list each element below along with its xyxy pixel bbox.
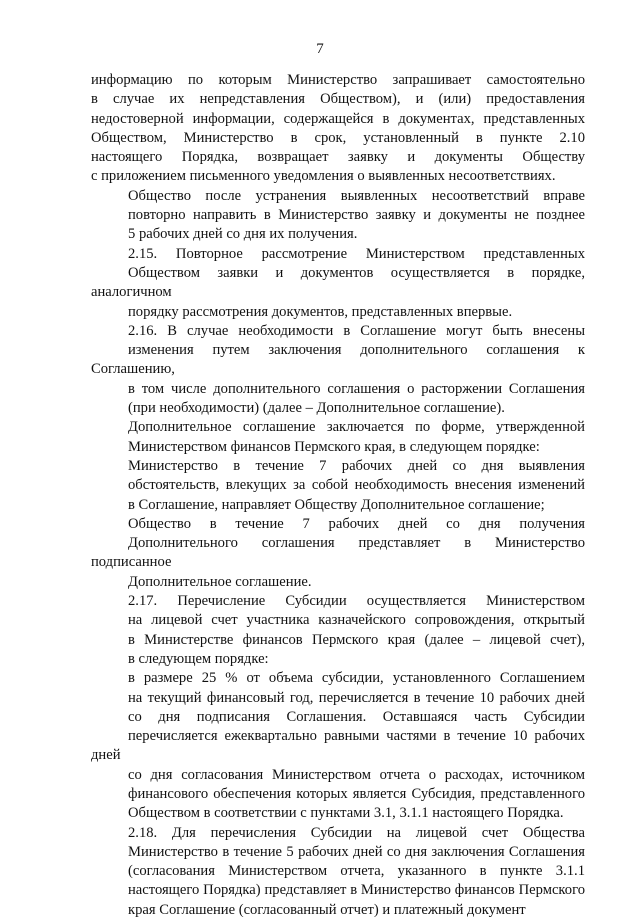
- text-line: Дополнительного соглашения представляет в Министерство подписанное: [91, 535, 585, 571]
- text-line: Министерство в течение 5 рабочих дней со дня заключения Соглашения: [128, 843, 585, 860]
- text-line: Дополнительное соглашение заключается по форме, утвержденной: [128, 419, 585, 436]
- text-line: Обществом в соответствии с пунктами 3.1, 3.1.1 настоящего Порядка.: [128, 805, 564, 822]
- text-line: финансового обеспечения которых является Субсидия, представленного: [128, 785, 585, 802]
- text-line: в размере 25 % от объема субсидии, установленного Соглашением: [128, 670, 585, 687]
- text-line: края Соглашение (согласованный отчет) и платежный документ: [128, 901, 526, 918]
- text-line: 2.15. Повторное рассмотрение Министерством представленных: [128, 245, 585, 262]
- text-line: повторно направить в Министерство заявку и документы не позднее: [128, 207, 585, 224]
- paragraph: [91, 71, 585, 187]
- text-line: настоящего Порядка) представляет в Министерство финансов Пермского: [128, 882, 585, 899]
- text-line: перечисляется ежеквартально равными частями в течение 10 рабочих дней: [91, 728, 585, 764]
- text-line: недостоверной информации, содержащейся в документах, представленных: [91, 110, 585, 127]
- text-line: Обществом, Министерство в срок, установленный в пункте 2.10: [91, 129, 585, 146]
- text-line: (согласования Министерством отчета, указанного в пункте 3.1.1: [128, 863, 585, 880]
- text-line: обстоятельств, влекущих за собой необходимость внесения изменений: [128, 477, 585, 494]
- text-line: на текущий финансовый год, перечисляется в течение 10 рабочих дней: [128, 689, 585, 706]
- paragraph: [91, 592, 585, 669]
- text-line: в Министерстве финансов Пермского края (далее – лицевой счет),: [128, 631, 585, 648]
- text-line: в случае их непредставления Обществом), и (или) предоставления: [91, 91, 585, 108]
- text-line: 2.16. В случае необходимости в Соглашение могут быть внесены: [128, 322, 585, 339]
- text-line: информацию по которым Министерство запрашивает самостоятельно: [91, 72, 585, 88]
- text-line: Обществом заявки и документов осуществляется в порядке, аналогичном: [91, 264, 585, 301]
- text-line: порядку рассмотрения документов, представленных впервые.: [128, 303, 513, 320]
- text-line: настоящего Порядка, возвращает заявку и документы Обществу: [91, 149, 585, 166]
- text-line: 5 рабочих дней со дня их получения.: [128, 226, 358, 243]
- text-line: (при необходимости) (далее – Дополнительное соглашение).: [128, 400, 505, 417]
- text-line: в том числе дополнительного соглашения о расторжении Соглашения: [128, 380, 585, 397]
- text-line: в следующем порядке:: [128, 650, 269, 667]
- text-line: со дня согласования Министерством отчета о расходах, источником: [128, 766, 585, 783]
- paragraph: [91, 669, 585, 823]
- text-line: в Соглашение, направляет Обществу Дополнительное соглашение;: [128, 496, 545, 513]
- text-line: на лицевой счет участника казначейского сопровождения, открытый: [128, 612, 585, 629]
- paragraph: [91, 418, 585, 457]
- text-line: с приложением письменного уведомления о выявленных несоответствиях.: [91, 168, 556, 185]
- paragraph: [91, 515, 585, 592]
- text-line: Общество в течение 7 рабочих дней со дня получения: [128, 515, 585, 532]
- text-line: 2.18. Для перечисления Субсидии на лицевой счет Общества: [128, 824, 585, 841]
- text-line: Дополнительное соглашение.: [128, 573, 312, 590]
- document-body: [91, 71, 585, 920]
- paragraph: [91, 245, 585, 322]
- paragraph: [91, 187, 585, 245]
- text-line: со дня подписания Соглашения. Оставшаяся часть Субсидии: [128, 708, 585, 725]
- text-line: Министерством финансов Пермского края, в следующем порядке:: [128, 438, 540, 455]
- text-line: Общество после устранения выявленных несоответствий вправе: [128, 187, 585, 204]
- paragraph: [91, 322, 585, 418]
- paragraph: [91, 457, 585, 515]
- text-line: Министерство в течение 7 рабочих дней со дня выявления: [128, 457, 585, 474]
- paragraph: [91, 824, 585, 920]
- text-line: изменения путем заключения дополнительного соглашения к Соглашению,: [91, 342, 585, 378]
- text-line: 2.17. Перечисление Субсидии осуществляется Министерством: [128, 593, 585, 610]
- page-number: 7: [316, 41, 324, 57]
